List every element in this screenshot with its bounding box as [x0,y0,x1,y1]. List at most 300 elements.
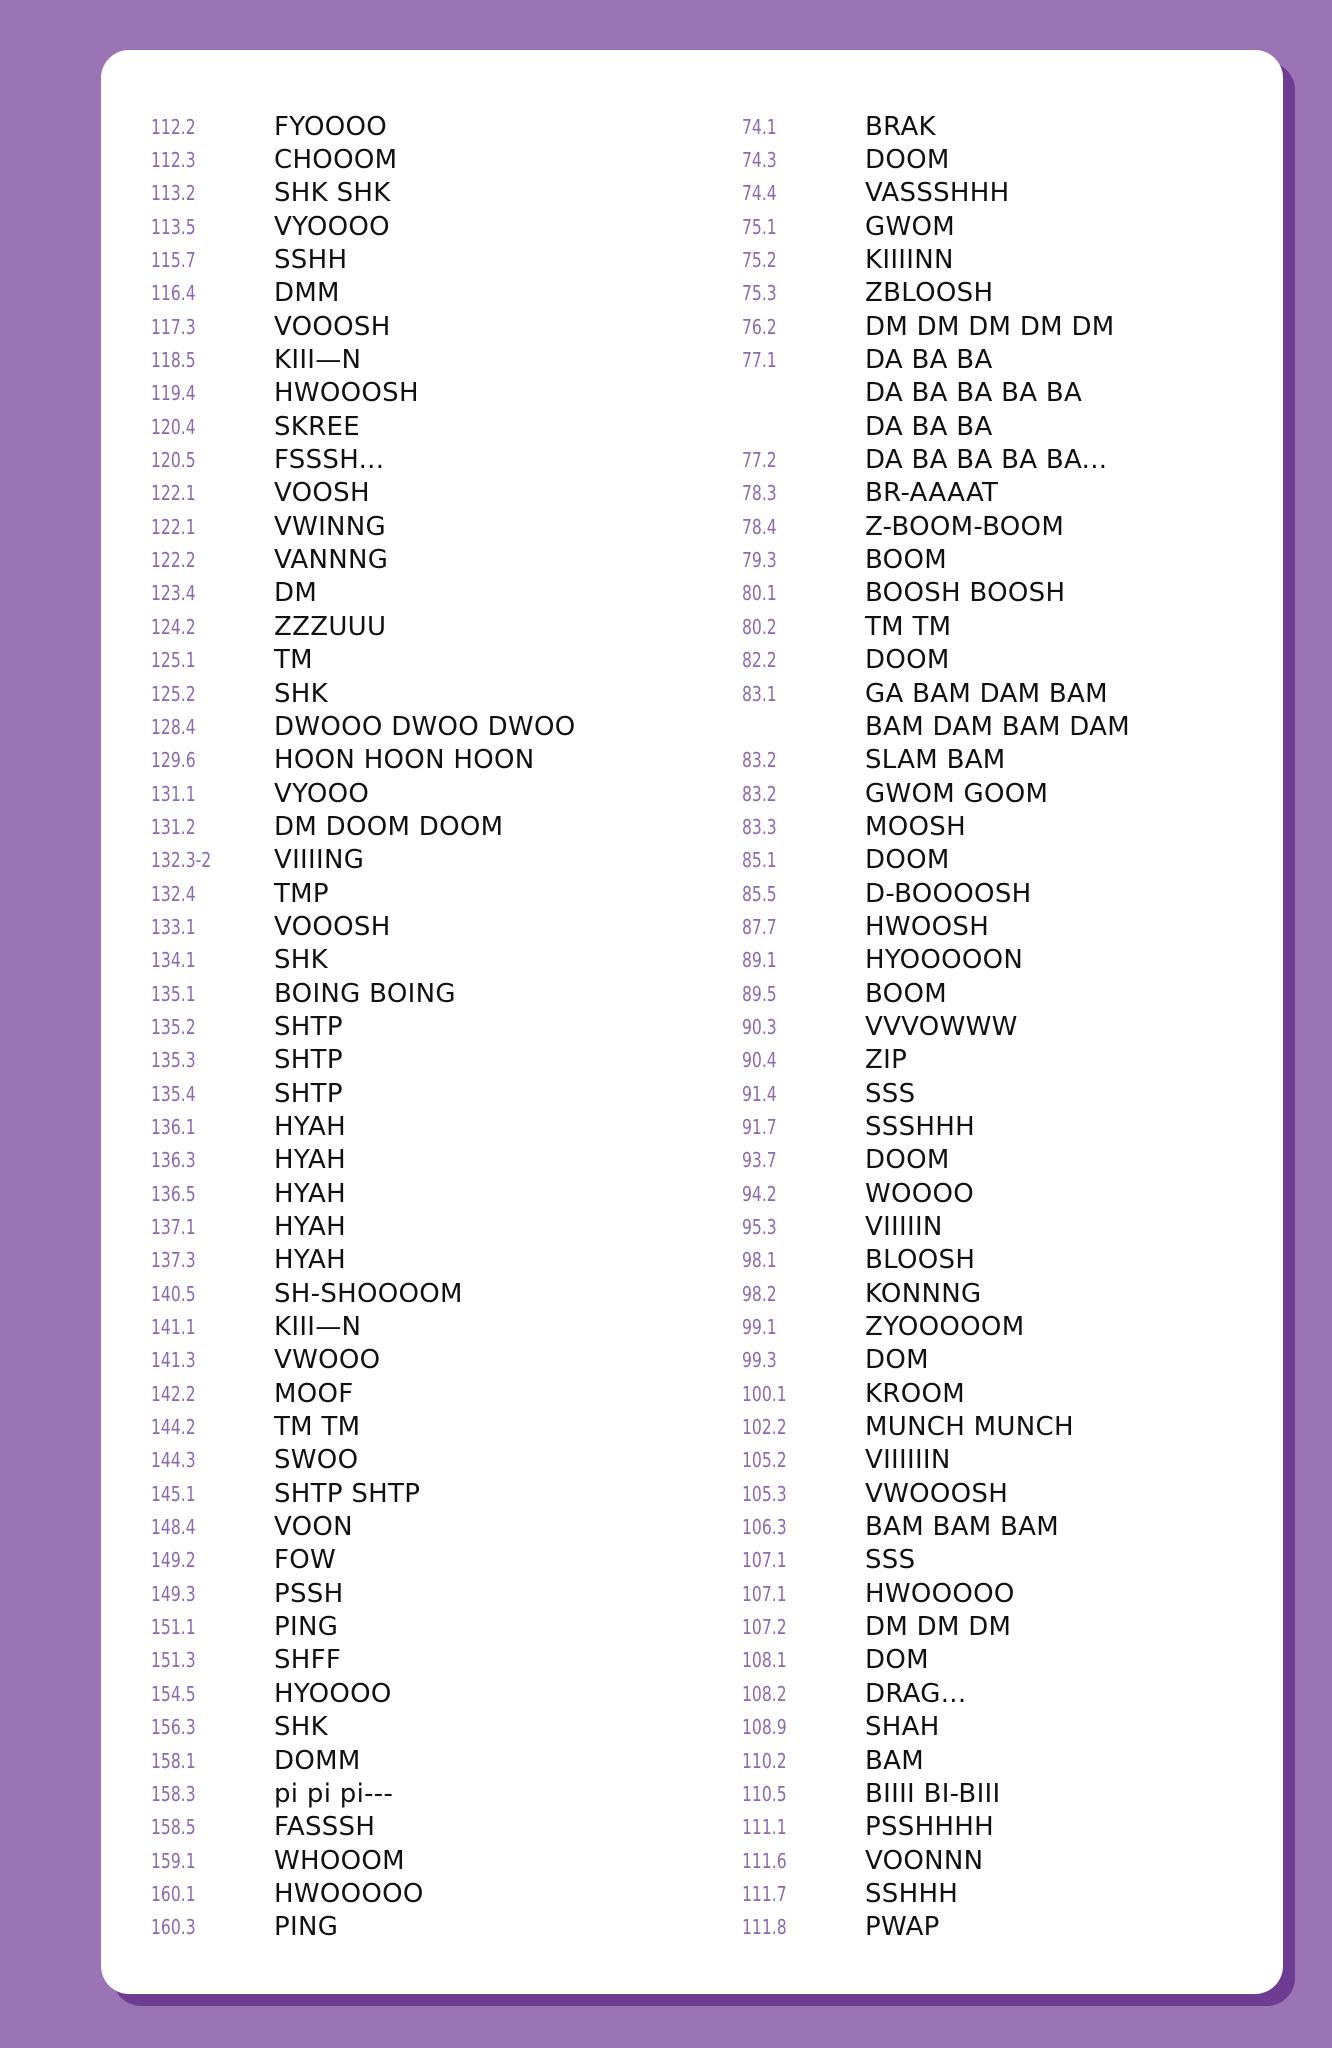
panel-number: 77.1 [742,348,777,373]
list-item [742,1477,1130,1510]
panel-number: 122.1 [151,514,196,539]
sound-effect-text: TM TM [274,1412,361,1443]
list-item [742,1310,1130,1343]
sound-effect-text: MOOSH [865,811,966,842]
list-item [151,443,575,476]
panel-number: 82.2 [742,648,777,673]
panel-number: 110.5 [742,1781,787,1806]
sound-effect-text: KIIIINN [865,245,954,276]
list-item [151,944,575,977]
sound-effect-text: KONNNG [865,1278,982,1309]
panel-number: 83.2 [742,748,777,773]
sound-effect-text: GWOM [865,211,955,242]
panel-number: 83.3 [742,814,777,839]
panel-number: 75.3 [742,281,777,306]
panel-number: 93.7 [742,1148,777,1173]
list-item [742,110,1130,143]
panel-number: 105.2 [742,1448,787,1473]
sound-effect-text: ZZZUUU [274,611,387,642]
list-item [742,1444,1130,1477]
panel-number: 160.1 [151,1881,196,1906]
panel-number: 75.1 [742,214,777,239]
sound-effect-text: VWINNG [274,511,387,542]
panel-number: 95.3 [742,1215,777,1240]
sound-effect-text: pi pi pi--- [274,1778,394,1809]
sound-effect-text: DM [274,578,318,609]
list-item [742,1744,1130,1777]
sound-effect-text: SSSHHH [865,1111,975,1142]
sound-effect-text: VOOSH [274,478,370,509]
sound-effect-text: SWOO [274,1445,359,1476]
panel-number: 113.5 [151,214,196,239]
sound-effect-text: VOONNN [865,1845,984,1876]
sound-effect-text: DOOM [865,1145,950,1176]
sound-effect-text: SHTP SHTP [274,1478,421,1509]
list-item [742,1410,1130,1443]
list-item [742,277,1130,310]
panel-number: 141.3 [151,1348,196,1373]
sound-effect-text: VYOOOO [274,211,390,242]
panel-number: 128.4 [151,714,196,739]
list-item [151,744,575,777]
right-column [742,110,1130,1944]
sound-effect-text: DOMM [274,1745,361,1776]
panel-number: 99.3 [742,1348,777,1373]
list-item [151,1077,575,1110]
list-item [742,977,1130,1010]
panel-number: 110.2 [742,1748,787,1773]
sound-effect-text: D-BOOOOSH [865,878,1032,909]
panel-number: 136.5 [151,1181,196,1206]
list-item [151,1744,575,1777]
list-item [151,644,575,677]
panel-number: 76.2 [742,314,777,339]
sound-effect-text: BLOOSH [865,1245,976,1276]
list-item [151,710,575,743]
sound-effect-text: VIIIIIN [865,1212,943,1243]
sound-effect-text: PSSHHHH [865,1812,994,1843]
list-item [151,177,575,210]
panel-number: 135.1 [151,981,196,1006]
sound-effect-text: SHTP [274,1011,343,1042]
sound-effect-text: HYAH [274,1178,346,1209]
panel-number: 124.2 [151,614,196,639]
sound-effect-text: BOOSH BOOSH [865,578,1066,609]
panel-number: 117.3 [151,314,196,339]
list-item [151,377,575,410]
list-item [742,477,1130,510]
panel-number: 122.1 [151,481,196,506]
list-item [742,644,1130,677]
list-item [151,1277,575,1310]
sound-effect-text: SKREE [274,411,360,442]
sound-effect-text: SHK [274,945,329,976]
list-item [151,1244,575,1277]
sound-effect-text: SSHHH [865,1878,959,1909]
panel-number: 129.6 [151,748,196,773]
list-item [742,1811,1130,1844]
sound-effect-text: VASSSHHH [865,178,1010,209]
list-item [151,1644,575,1677]
panel-number: 98.2 [742,1281,777,1306]
panel-number: 85.1 [742,848,777,873]
list-item [151,110,575,143]
sound-effect-text: SSS [865,1078,916,1109]
list-item [742,1110,1130,1143]
sound-effect-text: PING [274,1912,339,1943]
list-item [742,777,1130,810]
panel-number: 131.2 [151,814,196,839]
panel-number: 91.7 [742,1114,777,1139]
panel-number: 154.5 [151,1681,196,1706]
panel-number: 75.2 [742,248,777,273]
sound-effect-text: CHOOOM [274,145,398,176]
sound-effect-text: SHAH [865,1712,940,1743]
list-item [151,1677,575,1710]
panel-number: 119.4 [151,381,196,406]
list-item [151,510,575,543]
panel-number: 105.3 [742,1481,787,1506]
list-item [151,543,575,576]
list-item [151,1610,575,1643]
list-item [151,1577,575,1610]
list-item [742,877,1130,910]
list-item [151,977,575,1010]
panel-number: 91.4 [742,1081,777,1106]
panel-number: 135.2 [151,1014,196,1039]
sound-effect-text: VANNNG [274,545,389,576]
sound-effect-text: BAM BAM BAM [865,1512,1059,1543]
sound-effect-text: WOOOO [865,1178,975,1209]
list-item [151,277,575,310]
sound-effect-text: HWOOOOO [865,1578,1015,1609]
list-item [742,1711,1130,1744]
list-item [742,910,1130,943]
list-item [742,1911,1130,1944]
panel-number: 99.1 [742,1315,777,1340]
sound-effect-text: BR-AAAAT [865,478,999,509]
sound-effect-text: BAM [865,1745,924,1776]
panel-number: 135.4 [151,1081,196,1106]
list-item [742,310,1130,343]
list-item [742,1210,1130,1243]
sound-effect-text: HWOOOSH [274,378,419,409]
panel-number: 74.1 [742,114,777,139]
list-item [151,1777,575,1810]
panel-number: 107.1 [742,1548,787,1573]
list-item [742,510,1130,543]
panel-number: 74.4 [742,181,777,206]
list-item [151,1711,575,1744]
list-item [151,577,575,610]
list-item [151,810,575,843]
list-item [742,377,1130,410]
sound-effect-text: VIIIIIIN [865,1445,951,1476]
panel-number: 106.3 [742,1515,787,1540]
panel-number: 136.3 [151,1148,196,1173]
list-item [742,443,1130,476]
panel-number: 149.3 [151,1581,196,1606]
list-item [742,1644,1130,1677]
panel-number: 123.4 [151,581,196,606]
list-item [742,143,1130,176]
list-item [742,610,1130,643]
panel-number: 136.1 [151,1114,196,1139]
panel-number: 80.2 [742,614,777,639]
list-item [151,1811,575,1844]
panel-number: 111.1 [742,1815,787,1840]
panel-number: 122.2 [151,548,196,573]
sound-effect-text: VOON [274,1512,353,1543]
panel-number: 116.4 [151,281,196,306]
sound-effect-text: BIIII BI-BIII [865,1778,1001,1809]
list-item [151,210,575,243]
sound-effect-text: VIIIING [274,845,365,876]
sound-effect-text: SLAM BAM [865,745,1006,776]
panel-number: 98.1 [742,1248,777,1273]
panel-number: 144.3 [151,1448,196,1473]
sound-effect-text: SHTP [274,1045,343,1076]
sound-effect-text: HYAH [274,1212,346,1243]
list-item [742,1277,1130,1310]
panel-number: 111.7 [742,1881,787,1906]
sound-effect-text: BRAK [865,111,936,142]
sound-effect-text: SH-SHOOOOM [274,1278,463,1309]
sound-effect-text: WHOOOM [274,1845,405,1876]
list-item [742,1677,1130,1710]
sound-effect-text: PING [274,1612,339,1643]
panel-number: 144.2 [151,1415,196,1440]
sound-effect-text: KIII—N [274,345,362,376]
list-item [151,1310,575,1343]
sound-effect-text: BOING BOING [274,978,456,1009]
sound-effect-text: TM TM [865,611,952,642]
sound-effect-text: DA BA BA BA BA... [865,445,1108,476]
panel-number: 100.1 [742,1381,787,1406]
sound-effect-text: Z-BOOM-BOOM [865,511,1065,542]
sound-effect-text: FYOOOO [274,111,388,142]
list-item [742,677,1130,710]
list-item [742,1877,1130,1910]
list-item [151,1544,575,1577]
sound-effect-text: BOOM [865,545,947,576]
panel-number: 120.5 [151,448,196,473]
list-item [742,1244,1130,1277]
panel-number: 158.1 [151,1748,196,1773]
list-item [151,1377,575,1410]
list-item [742,1544,1130,1577]
sound-effect-text: VOOOSH [274,911,391,942]
sound-effect-text: HYOOOO [274,1678,392,1709]
sound-effect-text: SHK SHK [274,178,391,209]
list-item [151,677,575,710]
panel-number: 140.5 [151,1281,196,1306]
list-item [151,610,575,643]
panel-number: 132.4 [151,881,196,906]
list-item [742,343,1130,376]
sound-effect-text: DWOOO DWOO DWOO [274,711,576,742]
list-item [742,1844,1130,1877]
panel-number: 94.2 [742,1181,777,1206]
sound-effect-text: SSHH [274,245,348,276]
sound-effect-text: ZBLOOSH [865,278,994,309]
panel-number: 120.4 [151,414,196,439]
panel-number: 132.3-2 [151,848,212,873]
list-item [742,710,1130,743]
list-item [151,1144,575,1177]
panel-number: 113.2 [151,181,196,206]
sound-effect-text: DOOM [865,145,950,176]
list-item [742,1044,1130,1077]
sound-effect-text: HOON HOON HOON [274,745,535,776]
list-item [742,1610,1130,1643]
sound-effect-text: DRAG... [865,1678,967,1709]
sound-effect-text: DOM [865,1645,929,1676]
sound-effect-text: DA BA BA BA BA [865,378,1083,409]
sound-effect-text: KIII—N [274,1312,362,1343]
list-item [151,1911,575,1944]
sound-effect-text: TM [274,645,313,676]
list-item [742,410,1130,443]
list-item [151,1110,575,1143]
panel-number: 108.1 [742,1648,787,1673]
sound-effect-text: DM DM DM [865,1612,1012,1643]
panel-number: 107.1 [742,1581,787,1606]
list-item [742,1077,1130,1110]
panel-number: 87.7 [742,914,777,939]
sound-effect-text: FASSSH [274,1812,376,1843]
sound-effect-text: SSS [865,1545,916,1576]
sound-effect-text: SHTP [274,1078,343,1109]
list-item [742,1777,1130,1810]
list-item [742,177,1130,210]
sound-effect-text: GWOM GOOM [865,778,1049,809]
list-item [151,1444,575,1477]
panel-number: 107.2 [742,1615,787,1640]
list-item [742,810,1130,843]
list-item [742,1010,1130,1043]
panel-number: 137.3 [151,1248,196,1273]
sound-effect-text: ZIP [865,1045,908,1076]
sound-effect-text: DA BA BA [865,345,993,376]
panel-number: 125.2 [151,681,196,706]
list-item [151,1210,575,1243]
sound-effect-text: FSSSH... [274,445,385,476]
list-item [742,577,1130,610]
list-item [742,744,1130,777]
panel-number: 125.1 [151,648,196,673]
left-column [151,110,575,1944]
sound-effect-text: BOOM [865,978,947,1009]
panel-number: 108.9 [742,1715,787,1740]
sound-effect-text: DM DOOM DOOM [274,811,504,842]
sound-effect-text: VYOOO [274,778,370,809]
panel-number: 148.4 [151,1515,196,1540]
panel-number: 118.5 [151,348,196,373]
sound-effect-text: KROOM [865,1378,965,1409]
panel-number: 159.1 [151,1848,196,1873]
sound-effect-text: HYAH [274,1111,346,1142]
panel-number: 85.5 [742,881,777,906]
panel-number: 135.3 [151,1048,196,1073]
panel-number: 83.1 [742,681,777,706]
list-item [151,1477,575,1510]
panel-number: 137.1 [151,1215,196,1240]
list-item [151,910,575,943]
panel-number: 83.2 [742,781,777,806]
sound-effect-text: HWOOSH [865,911,990,942]
sound-effect-text: DMM [274,278,340,309]
sound-effect-text: MOOF [274,1378,354,1409]
list-item [742,1577,1130,1610]
sound-effect-text: VOOOSH [274,311,391,342]
sound-effect-text: GA BAM DAM BAM [865,678,1108,709]
panel-number: 90.4 [742,1048,777,1073]
sound-effect-text: PSSH [274,1578,344,1609]
sound-effect-text: DOOM [865,645,950,676]
sound-effect-text: DOM [865,1345,929,1376]
sound-effect-text: VWOOO [274,1345,381,1376]
list-item [151,844,575,877]
sound-effects-page [101,50,1283,1994]
sound-effect-text: HYAH [274,1145,346,1176]
panel-number: 78.3 [742,481,777,506]
panel-number: 79.3 [742,548,777,573]
list-item [742,243,1130,276]
sound-effect-text: BAM DAM BAM DAM [865,711,1130,742]
list-item [151,143,575,176]
list-item [742,1344,1130,1377]
list-item [742,1177,1130,1210]
list-item [151,477,575,510]
sound-effect-text: SHFF [274,1645,342,1676]
panel-number: 134.1 [151,948,196,973]
panel-number: 89.5 [742,981,777,1006]
list-item [151,243,575,276]
list-item [742,844,1130,877]
list-item [151,310,575,343]
panel-number: 90.3 [742,1014,777,1039]
panel-number: 115.7 [151,248,196,273]
sound-effect-text: MUNCH MUNCH [865,1412,1074,1443]
panel-number: 112.2 [151,114,196,139]
sound-effect-text: SHK [274,678,329,709]
panel-number: 142.2 [151,1381,196,1406]
panel-number: 78.4 [742,514,777,539]
list-item [151,1044,575,1077]
list-item [151,410,575,443]
sound-effect-text: HYAH [274,1245,346,1276]
panel-number: 133.1 [151,914,196,939]
list-item [151,777,575,810]
list-item [151,877,575,910]
list-item [742,543,1130,576]
panel-number: 131.1 [151,781,196,806]
panel-number: 151.1 [151,1615,196,1640]
panel-number: 145.1 [151,1481,196,1506]
list-item [151,1844,575,1877]
sound-effect-text: VWOOOSH [865,1478,1009,1509]
list-item [151,343,575,376]
panel-number: 111.6 [742,1848,787,1873]
list-item [742,1510,1130,1543]
panel-number: 108.2 [742,1681,787,1706]
sound-effect-text: HYOOOOON [865,945,1024,976]
panel-number: 160.3 [151,1915,196,1940]
sound-effect-text: SHK [274,1712,329,1743]
panel-number: 156.3 [151,1715,196,1740]
panel-number: 141.1 [151,1315,196,1340]
